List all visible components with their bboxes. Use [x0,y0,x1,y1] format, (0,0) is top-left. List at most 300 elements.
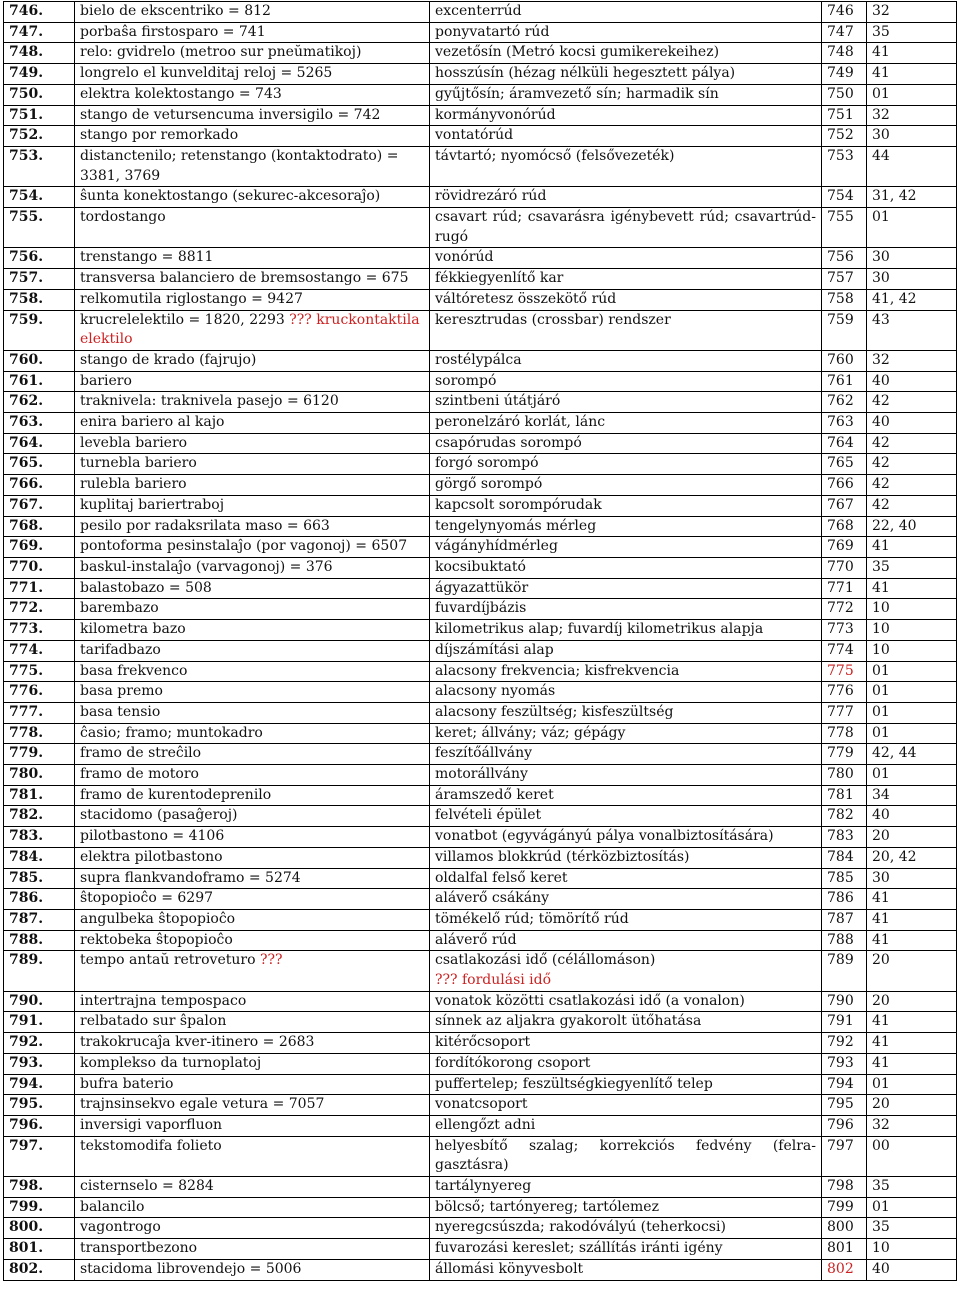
esperanto-term-text: stango de vetursencuma inversigilo = 742 [80,106,381,123]
entry-number: 801. [4,1239,75,1260]
hungarian-term [430,889,822,910]
hungarian-term [430,475,822,496]
entry-number: 796. [4,1115,75,1136]
category-code: 41 [867,909,957,930]
esperanto-term-text: distanctenilo; retenstango (kontaktodrato) = 3381, 3769 [80,147,399,184]
category-code: 41 [867,1053,957,1074]
hungarian-term [430,1136,822,1176]
esperanto-term-text: pontoforma pesinstalaĵo (por vagonoj) = 6507 [80,538,408,555]
table-row [4,868,957,889]
entry-number: 797. [4,1136,75,1176]
hungarian-term [430,371,822,392]
esperanto-term [75,702,430,723]
esperanto-term-text: stango de krado (fajrujo) [80,351,257,368]
category-code: 41 [867,1033,957,1054]
hungarian-term [430,827,822,848]
hungarian-term [430,516,822,537]
entry-number: 791. [4,1012,75,1033]
category-code: 35 [867,22,957,43]
hungarian-term-text: keresztrudas (crossbar) rendszer [435,311,671,328]
category-code: 01 [867,702,957,723]
category-code: 41 [867,43,957,64]
hungarian-term [430,22,822,43]
reference-number: 799 [822,1197,867,1218]
hungarian-term [430,785,822,806]
esperanto-term [75,454,430,475]
hungarian-term-text: gyűjtősín; áramvezető sín; harmadik sín [435,85,719,102]
entry-number: 747. [4,22,75,43]
esperanto-term [75,1012,430,1033]
entry-number: 800. [4,1218,75,1239]
esperanto-term [75,371,430,392]
hungarian-term [430,640,822,661]
esperanto-term [75,951,430,991]
reference-number: 777 [822,702,867,723]
reference-number: 766 [822,475,867,496]
esperanto-term-text: enira bariero al kajo [80,414,225,431]
entry-number: 795. [4,1095,75,1116]
esperanto-term-text: supra flankvandoframo = 5274 [80,869,301,886]
esperanto-term [75,269,430,290]
hungarian-term [430,1177,822,1198]
hungarian-term-text: keret; állvány; váz; gépágy [435,724,626,741]
hungarian-term-text: kapcsolt sorompórudak [435,496,602,513]
esperanto-term-text: basa tensio [80,703,161,720]
entry-number: 774. [4,640,75,661]
hungarian-term-text: villamos blokkrúd (térközbiztosítás) [435,848,690,865]
esperanto-term [75,289,430,310]
category-code: 01 [867,682,957,703]
hungarian-term-text: fékkiegyenlítő kar [435,270,564,287]
esperanto-term-text: transportbezono [80,1240,198,1257]
category-code: 20 [867,951,957,991]
table-row [4,1197,957,1218]
reference-number: 789 [822,951,867,991]
entry-number: 802. [4,1259,75,1280]
esperanto-term [75,1095,430,1116]
hungarian-term-text: díjszámítási alap [435,641,554,658]
hungarian-term [430,661,822,682]
esperanto-term [75,1074,430,1095]
entry-number: 792. [4,1033,75,1054]
entry-number: 771. [4,578,75,599]
table-row [4,1074,957,1095]
entry-number: 749. [4,64,75,85]
esperanto-term-text: baskul-instalaĵo (varvagonoj) = 376 [80,558,333,575]
hungarian-term [430,43,822,64]
reference-number: 752 [822,126,867,147]
category-code: 35 [867,1218,957,1239]
category-code: 30 [867,126,957,147]
hungarian-term-text: fuvarozási kereslet; szállítás iránti igény [435,1240,723,1257]
hungarian-term-text: csatlakozási idő (célállomáson) [435,952,656,969]
entry-number: 781. [4,785,75,806]
table-row [4,289,957,310]
reference-number: 760 [822,350,867,371]
hungarian-term-text: csavart rúd; csavarásra igénybevett rúd; csavartrúd-rugó [435,209,816,245]
table-row [4,413,957,434]
glossary-table [3,1,957,1281]
esperanto-term-text: rulebla bariero [80,476,187,493]
entry-number: 778. [4,723,75,744]
table-row [4,578,957,599]
hungarian-term [430,1239,822,1260]
table-row [4,433,957,454]
hungarian-term [430,310,822,350]
hungarian-term-text: excenterrúd [435,3,522,19]
hungarian-term-text: távtartó; nyomócső (felsővezeték) [435,147,675,164]
esperanto-term [75,1033,430,1054]
reference-number: 769 [822,537,867,558]
esperanto-term [75,22,430,43]
category-code: 43 [867,310,957,350]
reference-number: 750 [822,84,867,105]
glossary-body [4,2,957,1281]
entry-number: 752. [4,126,75,147]
hungarian-term-text: sorompó [435,372,497,389]
esperanto-term-text: tekstomodifa folieto [80,1137,222,1154]
hungarian-term [430,1259,822,1280]
category-code: 41 [867,1012,957,1033]
hungarian-term-text: aláverő csákány [435,890,550,907]
entry-number: 794. [4,1074,75,1095]
hungarian-term-text: felvételi épület [435,807,542,824]
hungarian-term [430,599,822,620]
hungarian-term-text: alacsony frekvencia; kisfrekvencia [435,662,680,679]
esperanto-term-text: elektra kolektostango = 743 [80,85,282,102]
hungarian-term-text: sínnek az aljakra gyakorolt ütőhatása [435,1013,702,1030]
category-code: 30 [867,269,957,290]
table-row [4,187,957,208]
reference-number: 790 [822,991,867,1012]
reference-number: 785 [822,868,867,889]
hungarian-term [430,930,822,951]
reference-number: 767 [822,495,867,516]
category-code: 20, 42 [867,847,957,868]
entry-number: 789. [4,951,75,991]
esperanto-term [75,1218,430,1239]
hungarian-term-text: ponyvatartó rúd [435,23,550,40]
esperanto-term-text: elektra pilotbastono [80,848,223,865]
esperanto-term [75,516,430,537]
table-row [4,208,957,248]
esperanto-term-text: turnebla bariero [80,455,197,472]
esperanto-term [75,991,430,1012]
entry-number: 775. [4,661,75,682]
esperanto-term-text: inversigi vaporfluon [80,1116,223,1133]
esperanto-term-text: kuplitaj bariertraboj [80,496,225,513]
hungarian-term-text: hosszúsín (hézag nélküli hegesztett pálya) [435,65,736,82]
table-row [4,765,957,786]
table-row [4,723,957,744]
table-row [4,806,957,827]
hungarian-term [430,1012,822,1033]
category-code: 40 [867,371,957,392]
hungarian-term-text: szintbeni útátjáró [435,393,561,410]
category-code: 42 [867,495,957,516]
esperanto-term [75,599,430,620]
esperanto-term-text: ŝunta konektostango (sekurec-akcesoraĵo) [80,188,381,205]
table-row [4,43,957,64]
category-code: 40 [867,413,957,434]
esperanto-term [75,1239,430,1260]
category-code: 41, 42 [867,289,957,310]
esperanto-term [75,765,430,786]
entry-number: 785. [4,868,75,889]
esperanto-term-text: trenstango = 8811 [80,249,214,266]
table-row [4,105,957,126]
esperanto-term [75,350,430,371]
hungarian-term-text: oldalfal felső keret [435,869,568,886]
hungarian-term-text: váltóretesz összekötő rúd [435,290,617,307]
entry-number: 766. [4,475,75,496]
table-row [4,84,957,105]
table-row [4,1012,957,1033]
esperanto-term [75,537,430,558]
hungarian-term-text: tartálynyereg [435,1178,532,1195]
entry-number: 746. [4,2,75,23]
esperanto-term [75,1259,430,1280]
entry-number: 769. [4,537,75,558]
table-row [4,22,957,43]
entry-number: 786. [4,889,75,910]
esperanto-note: ??? kruckontaktila elektilo [80,311,420,348]
reference-number: 774 [822,640,867,661]
reference-number: 756 [822,248,867,269]
hungarian-term [430,578,822,599]
reference-number: 792 [822,1033,867,1054]
esperanto-term-text: ĉasio; framo; muntokadro [80,724,263,741]
category-code: 01 [867,765,957,786]
table-row [4,1218,957,1239]
hungarian-note: ??? fordulási idő [435,972,552,989]
category-code: 32 [867,2,957,23]
category-code: 32 [867,105,957,126]
esperanto-term [75,661,430,682]
hungarian-term-text: tömékelő rúd; tömörítő rúd [435,910,629,927]
entry-number: 763. [4,413,75,434]
esperanto-note: ??? [259,952,283,969]
hungarian-term-text: peronelzáró korlát, lánc [435,414,606,431]
esperanto-term [75,1053,430,1074]
hungarian-term-text: kormányvonórúd [435,106,556,123]
esperanto-term [75,187,430,208]
esperanto-term [75,84,430,105]
hungarian-term-text: aláverő rúd [435,931,517,948]
reference-number: 764 [822,433,867,454]
hungarian-term-text: vontatórúd [435,127,514,144]
esperanto-term-text: angulbeka ŝtopopioĉo [80,910,236,927]
table-row [4,620,957,641]
table-row [4,1033,957,1054]
category-code: 40 [867,1259,957,1280]
hungarian-term [430,1074,822,1095]
hungarian-term-text: fuvardíjbázis [435,600,527,617]
esperanto-term-text: stacidomo (pasaĝeroj) [80,807,238,824]
table-row [4,475,957,496]
hungarian-term [430,537,822,558]
hungarian-term [430,620,822,641]
category-code: 01 [867,1197,957,1218]
reference-number: 763 [822,413,867,434]
reference-number: 787 [822,909,867,930]
hungarian-term [430,702,822,723]
entry-number: 787. [4,909,75,930]
hungarian-term [430,289,822,310]
hungarian-term [430,1218,822,1239]
category-code: 41 [867,889,957,910]
hungarian-term [430,248,822,269]
hungarian-term-text: vonórúd [435,249,494,266]
esperanto-term-text: pilotbastono = 4106 [80,828,225,845]
hungarian-term [430,126,822,147]
reference-number: 768 [822,516,867,537]
esperanto-term [75,889,430,910]
table-row [4,951,957,991]
table-row [4,495,957,516]
category-code: 44 [867,146,957,186]
esperanto-term-text: levebla bariero [80,434,188,451]
table-row [4,1259,957,1280]
table-row [4,1177,957,1198]
table-row [4,930,957,951]
entry-number: 751. [4,105,75,126]
esperanto-term-text: cisternselo = 8284 [80,1178,214,1195]
table-row [4,785,957,806]
reference-number: 746 [822,2,867,23]
table-row [4,126,957,147]
category-code: 32 [867,350,957,371]
entry-number: 783. [4,827,75,848]
esperanto-term [75,1115,430,1136]
category-code: 42 [867,475,957,496]
entry-number: 757. [4,269,75,290]
reference-number: 762 [822,392,867,413]
table-row [4,1053,957,1074]
reference-number: 796 [822,1115,867,1136]
esperanto-term-text: kilometra bazo [80,621,186,638]
esperanto-term [75,723,430,744]
esperanto-term-text: bariero [80,372,132,389]
esperanto-term [75,64,430,85]
entry-number: 755. [4,208,75,248]
category-code: 20 [867,1095,957,1116]
category-code: 30 [867,248,957,269]
entry-number: 790. [4,991,75,1012]
esperanto-term-text: pesilo por radaksrilata maso = 663 [80,517,330,534]
reference-number: 759 [822,310,867,350]
esperanto-term [75,126,430,147]
table-row [4,1115,957,1136]
esperanto-term-text: framo de kurentodeprenilo [80,786,272,803]
category-code: 41 [867,537,957,558]
hungarian-term [430,433,822,454]
hungarian-term-text: bölcső; tartónyereg; tartólemez [435,1198,659,1215]
esperanto-term-text: basa premo [80,683,163,700]
reference-number: 773 [822,620,867,641]
esperanto-term-text: balancilo [80,1198,145,1215]
reference-number: 747 [822,22,867,43]
esperanto-term [75,868,430,889]
hungarian-term-text: nyeregcsúszda; rakodóvályú (teherkocsi) [435,1219,726,1236]
hungarian-term [430,991,822,1012]
entry-number: 777. [4,702,75,723]
esperanto-term-text: traknivela: traknivela pasejo = 6120 [80,393,339,410]
esperanto-term-text: porbaŝa firstosparo = 741 [80,23,266,40]
entry-number: 784. [4,847,75,868]
category-code: 41 [867,578,957,599]
hungarian-term-text: motorállvány [435,766,528,783]
table-row [4,1239,957,1260]
reference-number: 776 [822,682,867,703]
esperanto-term-text: stacidoma librovendejo = 5006 [80,1260,302,1277]
hungarian-term [430,951,822,991]
reference-number: 798 [822,1177,867,1198]
hungarian-term [430,744,822,765]
reference-number: 775 [822,661,867,682]
table-row [4,392,957,413]
hungarian-term-text: puffertelep; feszültségkiegyenlítő telep [435,1075,713,1092]
reference-number: 795 [822,1095,867,1116]
table-row [4,827,957,848]
esperanto-term [75,557,430,578]
esperanto-term-text: rektobeka ŝtopopioĉo [80,931,233,948]
category-code: 42 [867,433,957,454]
hungarian-term-text: vezetősín (Metró kocsi gumikerekeihez) [435,44,720,61]
category-code: 01 [867,208,957,248]
category-code: 10 [867,620,957,641]
table-row [4,454,957,475]
hungarian-term-text: állomási könyvesbolt [435,1260,584,1277]
esperanto-term [75,392,430,413]
hungarian-term-text: vonatbot (egyvágányú pálya vonalbiztosítására) [435,828,774,845]
reference-number: 794 [822,1074,867,1095]
reference-number: 781 [822,785,867,806]
reference-number: 802 [822,1259,867,1280]
esperanto-term [75,785,430,806]
reference-number: 797 [822,1136,867,1176]
esperanto-term-text: trakokrucaĵa kver-itinero = 2683 [80,1034,315,1051]
category-code: 42 [867,392,957,413]
esperanto-term-text: komplekso da turnoplatoj [80,1054,262,1071]
category-code: 40 [867,806,957,827]
esperanto-term [75,43,430,64]
hungarian-term-text: görgő sorompó [435,476,543,493]
esperanto-term-text: intertrajna tempospaco [80,992,247,1009]
category-code: 30 [867,868,957,889]
hungarian-term-text: kocsibuktató [435,558,526,575]
hungarian-term [430,909,822,930]
table-row [4,557,957,578]
table-row [4,909,957,930]
esperanto-term-text: balastobazo = 508 [80,579,212,596]
esperanto-term-text: tarifadbazo [80,641,161,658]
category-code: 20 [867,991,957,1012]
esperanto-term-text: basa frekvenco [80,662,188,679]
reference-number: 771 [822,578,867,599]
table-row [4,371,957,392]
esperanto-term-text: barembazo [80,600,159,617]
entry-number: 748. [4,43,75,64]
hungarian-term-text: áramszedő keret [435,786,554,803]
entry-number: 753. [4,146,75,186]
esperanto-term [75,146,430,186]
hungarian-term-text: vágányhídmérleg [435,538,558,555]
category-code: 35 [867,557,957,578]
reference-number: 765 [822,454,867,475]
table-row [4,847,957,868]
category-code: 10 [867,599,957,620]
